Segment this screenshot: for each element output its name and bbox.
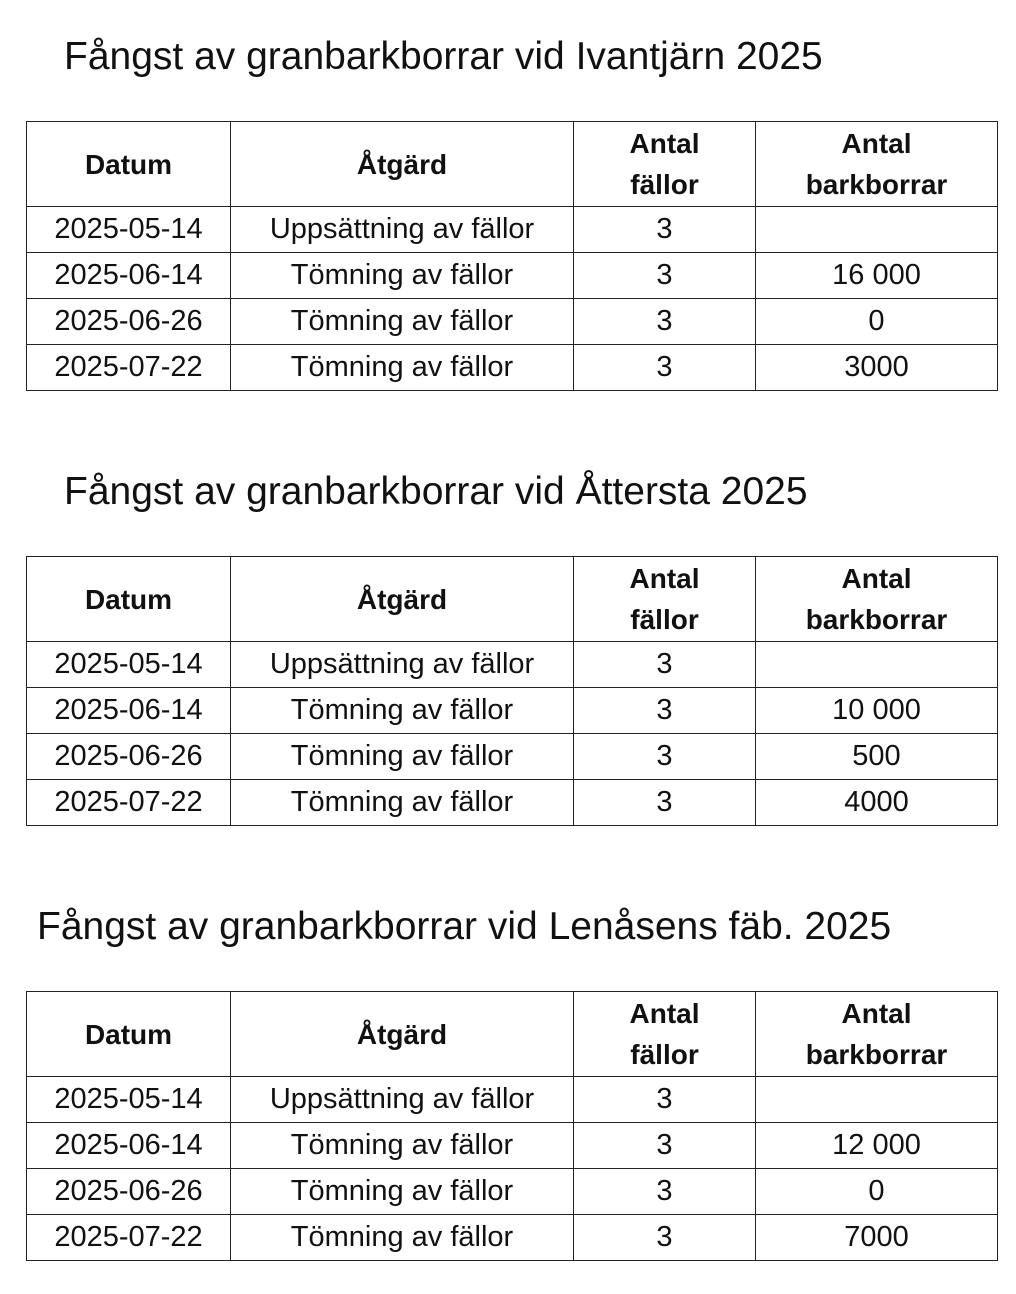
cell-action: Tömning av fällor <box>231 299 574 345</box>
table-row <box>27 1123 998 1169</box>
header-beetles <box>756 557 998 642</box>
cell-action: Uppsättning av fällor <box>231 642 574 688</box>
header-beetles-line2: barkborrar <box>805 604 948 635</box>
cell-action: Tömning av fällor <box>231 1123 574 1169</box>
header-traps-line1: Antal <box>629 128 700 159</box>
header-beetles-line1: Antal <box>841 563 912 594</box>
cell-traps: 3 <box>574 1169 756 1215</box>
cell-date: 2025-07-22 <box>27 780 231 826</box>
cell-action: Tömning av fällor <box>231 780 574 826</box>
cell-date: 2025-05-14 <box>27 1077 231 1123</box>
cell-traps: 3 <box>574 1123 756 1169</box>
header-beetles-line2: barkborrar <box>805 1039 948 1070</box>
header-traps-line2: fällor <box>630 169 699 200</box>
table-row <box>27 642 998 688</box>
cell-action: Tömning av fällor <box>231 1169 574 1215</box>
cell-beetles: 3000 <box>756 345 998 391</box>
cell-date: 2025-06-14 <box>27 688 231 734</box>
table-row <box>27 1077 998 1123</box>
cell-traps: 3 <box>574 299 756 345</box>
cell-date: 2025-05-14 <box>27 642 231 688</box>
cell-traps: 3 <box>574 734 756 780</box>
cell-date: 2025-06-14 <box>27 1123 231 1169</box>
cell-beetles: 0 <box>756 299 998 345</box>
table-row <box>27 780 998 826</box>
cell-date: 2025-06-26 <box>27 299 231 345</box>
cell-traps: 3 <box>574 1077 756 1123</box>
header-beetles-line2: barkborrar <box>805 169 948 200</box>
cell-action: Tömning av fällor <box>231 688 574 734</box>
cell-beetles: 4000 <box>756 780 998 826</box>
cell-date: 2025-07-22 <box>27 1215 231 1261</box>
cell-traps: 3 <box>574 345 756 391</box>
cell-traps: 3 <box>574 688 756 734</box>
cell-beetles <box>756 1077 998 1123</box>
cell-beetles: 12 000 <box>756 1123 998 1169</box>
header-date: Datum <box>27 557 231 642</box>
cell-beetles: 0 <box>756 1169 998 1215</box>
cell-beetles <box>756 642 998 688</box>
cell-beetles: 10 000 <box>756 688 998 734</box>
catch-table-lenasens <box>26 991 998 1261</box>
header-traps-line2: fällor <box>630 604 699 635</box>
cell-beetles: 16 000 <box>756 253 998 299</box>
cell-beetles: 7000 <box>756 1215 998 1261</box>
section-title-attersta: Fångst av granbarkborrar vid Åttersta 2025 <box>64 470 808 513</box>
header-beetles <box>756 122 998 207</box>
header-traps <box>574 557 756 642</box>
section-title-lenasens: Fångst av granbarkborrar vid Lenåsens fäb. 2025 <box>37 905 892 948</box>
section-title-ivantjarn: Fångst av granbarkborrar vid Ivantjärn 2025 <box>64 35 823 78</box>
cell-date: 2025-06-26 <box>27 734 231 780</box>
header-action: Åtgärd <box>231 557 574 642</box>
table-row <box>27 688 998 734</box>
header-traps-line1: Antal <box>629 998 700 1029</box>
cell-traps: 3 <box>574 780 756 826</box>
table-header-row <box>27 992 998 1077</box>
cell-action: Tömning av fällor <box>231 345 574 391</box>
header-beetles-line1: Antal <box>841 998 912 1029</box>
header-traps <box>574 992 756 1077</box>
catch-table-ivantjarn <box>26 121 998 391</box>
cell-beetles <box>756 207 998 253</box>
table-row <box>27 345 998 391</box>
cell-action: Uppsättning av fällor <box>231 1077 574 1123</box>
table-row <box>27 207 998 253</box>
table-row <box>27 1169 998 1215</box>
cell-date: 2025-05-14 <box>27 207 231 253</box>
cell-traps: 3 <box>574 1215 756 1261</box>
cell-date: 2025-06-14 <box>27 253 231 299</box>
header-beetles-line1: Antal <box>841 128 912 159</box>
table-row <box>27 1215 998 1261</box>
table-header-row <box>27 122 998 207</box>
cell-action: Uppsättning av fällor <box>231 207 574 253</box>
cell-traps: 3 <box>574 253 756 299</box>
header-action: Åtgärd <box>231 992 574 1077</box>
table-row <box>27 253 998 299</box>
header-traps-line2: fällor <box>630 1039 699 1070</box>
cell-action: Tömning av fällor <box>231 734 574 780</box>
cell-date: 2025-07-22 <box>27 345 231 391</box>
header-traps <box>574 122 756 207</box>
cell-traps: 3 <box>574 642 756 688</box>
header-action: Åtgärd <box>231 122 574 207</box>
cell-action: Tömning av fällor <box>231 1215 574 1261</box>
table-row <box>27 299 998 345</box>
header-date: Datum <box>27 122 231 207</box>
cell-action: Tömning av fällor <box>231 253 574 299</box>
cell-date: 2025-06-26 <box>27 1169 231 1215</box>
header-beetles <box>756 992 998 1077</box>
table-header-row <box>27 557 998 642</box>
catch-table-attersta <box>26 556 998 826</box>
table-row <box>27 734 998 780</box>
cell-traps: 3 <box>574 207 756 253</box>
header-date: Datum <box>27 992 231 1077</box>
header-traps-line1: Antal <box>629 563 700 594</box>
cell-beetles: 500 <box>756 734 998 780</box>
